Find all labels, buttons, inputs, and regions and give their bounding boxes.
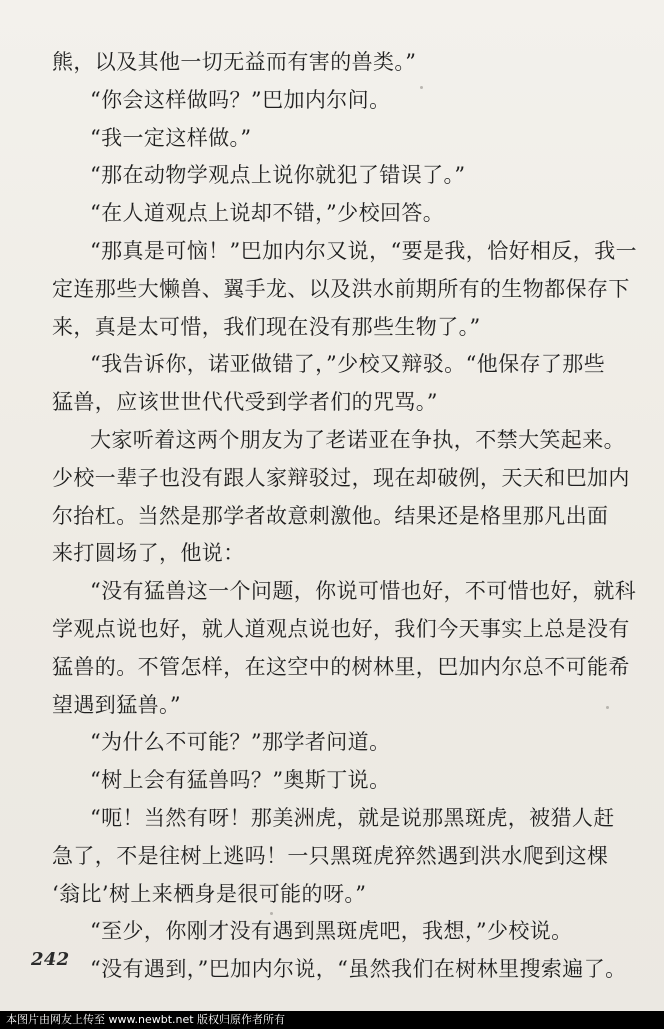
text-line: 大家听着这两个朋友为了老诺亚在争执，不禁大笑起来。 bbox=[90, 427, 625, 452]
text-line: “为什么不可能？”那学者问道。 bbox=[90, 730, 391, 755]
text-line: “在人道观点上说却不错，”少校回答。 bbox=[90, 201, 445, 226]
page-number: 242 bbox=[31, 949, 70, 970]
text-line: 定连那些大懒兽、翼手龙、以及洪水前期所有的生物都保存下 bbox=[52, 276, 630, 301]
text-line: 猛兽，应该世世代代受到学者们的咒骂。” bbox=[52, 390, 438, 415]
footer-watermark-bar bbox=[0, 1011, 664, 1029]
text-line: 少校一辈子也没有跟人家辩驳过，现在却破例，天天和巴加内 bbox=[52, 465, 630, 490]
text-line: “至少，你刚才没有遇到黑斑虎吧，我想，”少校说。 bbox=[90, 919, 573, 944]
text-line: “没有猛兽这一个问题，你说可惜也好，不可惜也好，就科 bbox=[90, 579, 637, 604]
text-line: 来，真是太可惜，我们现在没有那些生物了。” bbox=[52, 314, 481, 339]
text-line: “呃！当然有呀！那美洲虎，就是说那黑斑虎，被猎人赶 bbox=[90, 805, 615, 830]
text-line: “我一定这样做。” bbox=[90, 125, 252, 150]
text-line: 猛兽的。不管怎样，在这空中的树林里，巴加内尔总不可能希 bbox=[52, 654, 630, 679]
body-text bbox=[52, 44, 654, 989]
footer-notice: 本图片由网友上传至 www.newbt.net 版权归原作者所有 bbox=[6, 1013, 286, 1026]
text-line: “那真是可恼！”巴加内尔又说，“要是我，恰好相反，我一 bbox=[90, 238, 638, 263]
paper-speck bbox=[606, 706, 609, 709]
paper-speck bbox=[420, 86, 423, 89]
text-line: “没有遇到，”巴加内尔说，“虽然我们在树林里搜索遍了。 bbox=[90, 957, 627, 982]
paper-speck bbox=[270, 912, 273, 915]
text-line: 来打圆场了，他说： bbox=[52, 541, 245, 566]
text-line: ‘翁比’树上来栖身是很可能的呀。” bbox=[52, 881, 367, 906]
text-line: “我告诉你，诺亚做错了，”少校又辩驳。“他保存了那些 bbox=[90, 352, 606, 377]
text-line: 熊，以及其他一切无益而有害的兽类。” bbox=[52, 50, 417, 74]
text-line: 尔抬杠。当然是那学者故意刺激他。结果还是格里那凡出面 bbox=[52, 503, 609, 528]
text-line: 急了，不是往树上逃吗！一只黑斑虎猝然遇到洪水爬到这棵 bbox=[52, 843, 609, 868]
text-line: 学观点说也好，就人道观点说也好，我们今天事实上总是没有 bbox=[52, 616, 630, 641]
text-line: 望遇到猛兽。” bbox=[52, 692, 182, 717]
text-line: “你会这样做吗？”巴加内尔问。 bbox=[90, 87, 391, 112]
text-line: “树上会有猛兽吗？”奥斯丁说。 bbox=[90, 768, 391, 793]
text-line: “那在动物学观点上说你就犯了错误了。” bbox=[90, 163, 466, 188]
